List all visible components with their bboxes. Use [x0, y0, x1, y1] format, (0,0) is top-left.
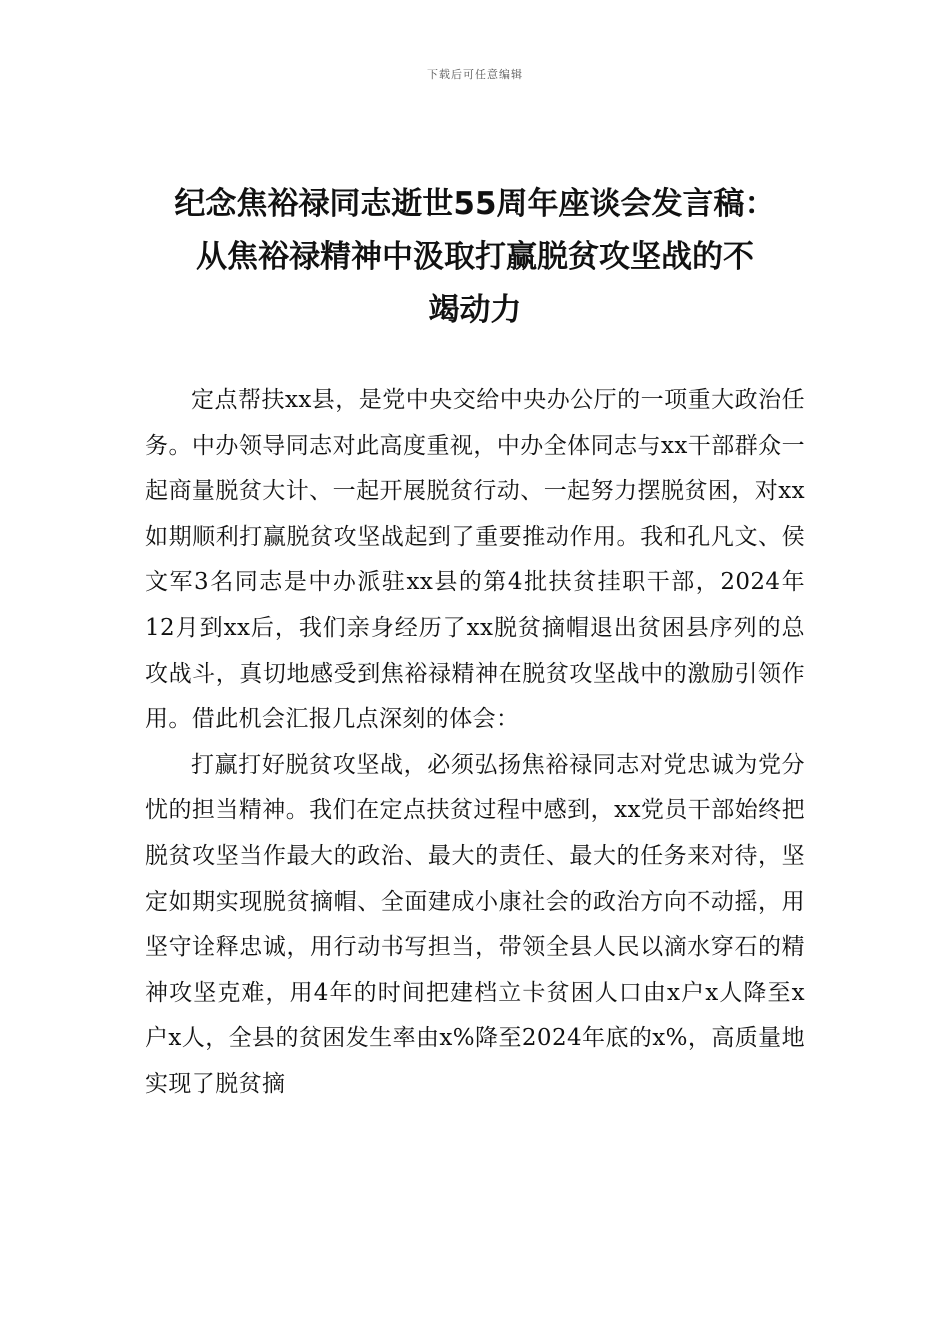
paragraph-1: 定点帮扶xx县，是党中央交给中央办公厅的一项重大政治任务。中办领导同志对此高度重视，中办全体同志与xx干部群众一起商量脱贫大计、一起开展脱贫行动、一起努力摆脱贫困，对xx如期顺利打赢脱贫攻坚战起到了重要推动作用。我和孔凡文、侯文军3名同志是中办派驻xx县的第4批扶贫挂职干部，2024年12月到xx后，我们亲身经历了xx脱贫摘帽退出贫困县序列的总攻战斗，真切地感受到焦裕禄精神在脱贫攻坚战中的激励引领作用。借此机会汇报几点深刻的体会：	[145, 387, 805, 733]
document-title	[120, 178, 830, 337]
header-note: 下载后可任意编辑	[427, 68, 523, 81]
title-line-2: 从焦裕禄精神中汲取打赢脱贫攻坚战的不	[196, 239, 754, 275]
document-body	[145, 378, 805, 1108]
paragraph-2: 打赢打好脱贫攻坚战，必须弘扬焦裕禄同志对党忠诚为党分忧的担当精神。我们在定点扶贫过程中感到，xx党员干部始终把脱贫攻坚当作最大的政治、最大的责任、最大的任务来对待，坚定如期实现脱贫摘帽、全面建成小康社会的政治方向不动摇，用坚守诠释忠诚，用行动书写担当，带领全县人民以滴水穿石的精神攻坚克难，用4年的时间把建档立卡贫困人口由x户x人降至x户x人，全县的贫困发生率由x%降至2024年底的x%，高质量地实现了脱贫摘	[145, 751, 805, 1097]
title-line-1: 纪念焦裕禄同志逝世55周年座谈会发言稿：	[174, 186, 776, 222]
title-line-3: 竭动力	[428, 292, 522, 328]
